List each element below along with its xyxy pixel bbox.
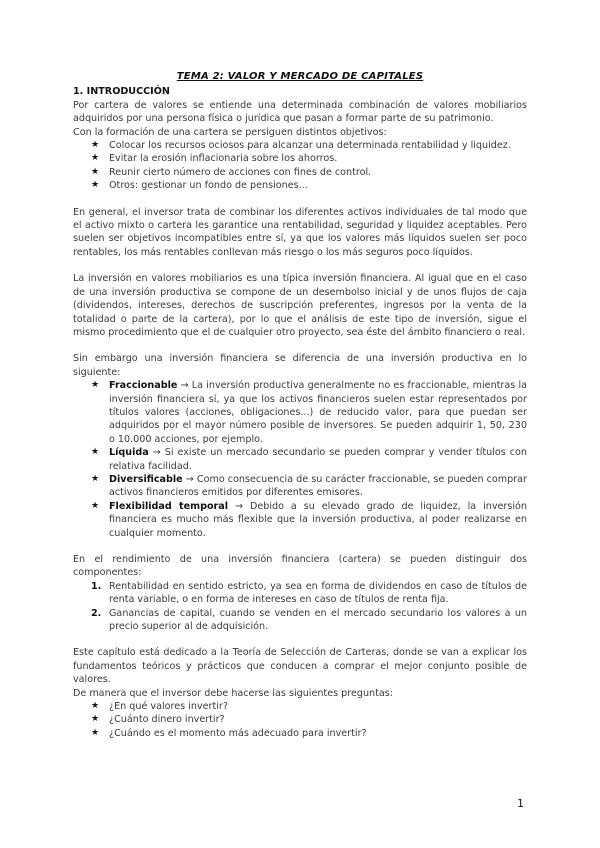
feature-term: Diversificable (109, 473, 183, 485)
star-icon: ★ (91, 500, 100, 511)
star-icon: ★ (91, 180, 100, 191)
list-item: ★ Otros: gestionar un fondo de pensiones... (91, 180, 308, 192)
features-list (73, 379, 527, 540)
list-item: ★ ¿Cuánto dinero invertir? (91, 714, 225, 726)
investment-paragraph: La inversión en valores mobiliarios es una típica inversión financiera. Al igual que en el caso de una inversión productiva se compone de un desembolso inicial y de unos flujos de caja (dividendos, intereses, derechos de suscripción preferentes, ingresos por la venta de la totalidad o parte de la cartera), por lo que el análisis de este tipo de inversión, sigue el mismo procedimiento que el de cualquier otro proyecto, sea éste del ámbito financiero o real. (73, 273, 527, 338)
star-icon: ★ (91, 714, 100, 725)
difference-intro: Sin embargo una inversión financiera se diferencia de una inversión productiva en lo siguiente: (73, 353, 527, 378)
general-paragraph: En general, el inversor trata de combinar los diferentes activos individuales de tal modo que el activo mixto o cartera les garantice una rentabilidad, seguridad y liquidez aceptables. Pero suelen ser objetivos incompatibles entre sí, ya que los valores más líquidos suelen ser poco rentables, los más rentables conllevan más riesgo o los más seguros poco líquidos. (73, 206, 527, 258)
feature-term: Flexibilidad temporal (109, 500, 229, 512)
yield-intro: En el rendimiento de una inversión financiera (cartera) se pueden distinguir dos componentes: (73, 554, 527, 579)
star-icon: ★ (91, 447, 100, 458)
star-icon: ★ (91, 727, 100, 738)
document-page (73, 70, 527, 740)
list-item: 2. Ganancias de capital, cuando se venden en el mercado secundario los valores a un precio superior al de adquisición. (91, 607, 527, 633)
objectives-list (73, 139, 527, 193)
objectives-intro: Con la formación de una cartera se persiguen distintos objetivos: (73, 126, 387, 138)
chapter-paragraph: Este capítulo está dedicado a la Teoría de Selección de Carteras, donde se van a explicar los fundamentos teóricos y prácticos que conducen a comprar el mejor conjunto posible de valores. (73, 647, 527, 686)
list-item: ★ ¿Cuándo es el momento más adecuado para invertir? (91, 727, 367, 739)
star-icon: ★ (91, 473, 100, 484)
star-icon: ★ (91, 166, 100, 177)
star-icon: ★ (91, 153, 100, 164)
star-icon: ★ (91, 140, 100, 151)
list-item: ★ Colocar los recursos ociosos para alcanzar una determinada rentabilidad y liquidez. (91, 140, 511, 152)
page-title: TEMA 2: VALOR Y MERCADO DE CAPITALES (176, 71, 424, 82)
list-item: ★ Flexibilidad temporal → Debido a su elevado grado de liquidez, la inversión financiera es mucho más flexible que la inversión productiva, al poder realizarse en cualquier momento. (91, 500, 527, 539)
list-item: ★ Evitar la erosión inflacionaria sobre los ahorros. (91, 153, 338, 165)
components-list (73, 580, 527, 634)
feature-term: Fraccionable (109, 380, 178, 392)
page-number: 1 (517, 797, 524, 810)
section-heading: 1. INTRODUCCIÓN (73, 86, 170, 98)
list-item: ★ ¿En qué valores invertir? (91, 701, 228, 713)
list-item: ★ Fraccionable → La inversión productiva generalmente no es fraccionable, mientras la inversión financiera sí, ya que los activos financieros suelen estar representados por títulos valores (acciones, obligaciones...) de reducido valor, para que puedan ser adquiridos por el mayor número posible de inversores. Se pueden adquirir 1, 50, 230 o 10.000 acciones, por ejemplo. (91, 380, 527, 445)
list-item: ★ Reunir cierto número de acciones con fines de control. (91, 166, 372, 178)
star-icon: ★ (91, 380, 100, 391)
questions-list (73, 700, 527, 740)
list-item: ★ Líquida → Si existe un mercado secundario se pueden comprar y vender títulos con relativa facilidad. (91, 447, 527, 472)
star-icon: ★ (91, 701, 100, 712)
feature-term: Líquida (109, 447, 149, 459)
intro-paragraph: Por cartera de valores se entiende una determinada combinación de valores mobiliarios adquiridos por una persona física o jurídica que pasan a formar parte de su patrimonio. (73, 99, 527, 125)
questions-intro: De manera que el inversor debe hacerse las siguientes preguntas: (73, 687, 393, 699)
list-item: ★ Diversificable → Como consecuencia de su carácter fraccionable, se pueden comprar activos financieros emitidos por diferentes emisores. (91, 473, 527, 499)
list-item: 1. Rentabilidad en sentido estricto, ya sea en forma de dividendos en caso de títulos de renta variable, o en forma de intereses en caso de títulos de renta fija. (91, 580, 527, 606)
